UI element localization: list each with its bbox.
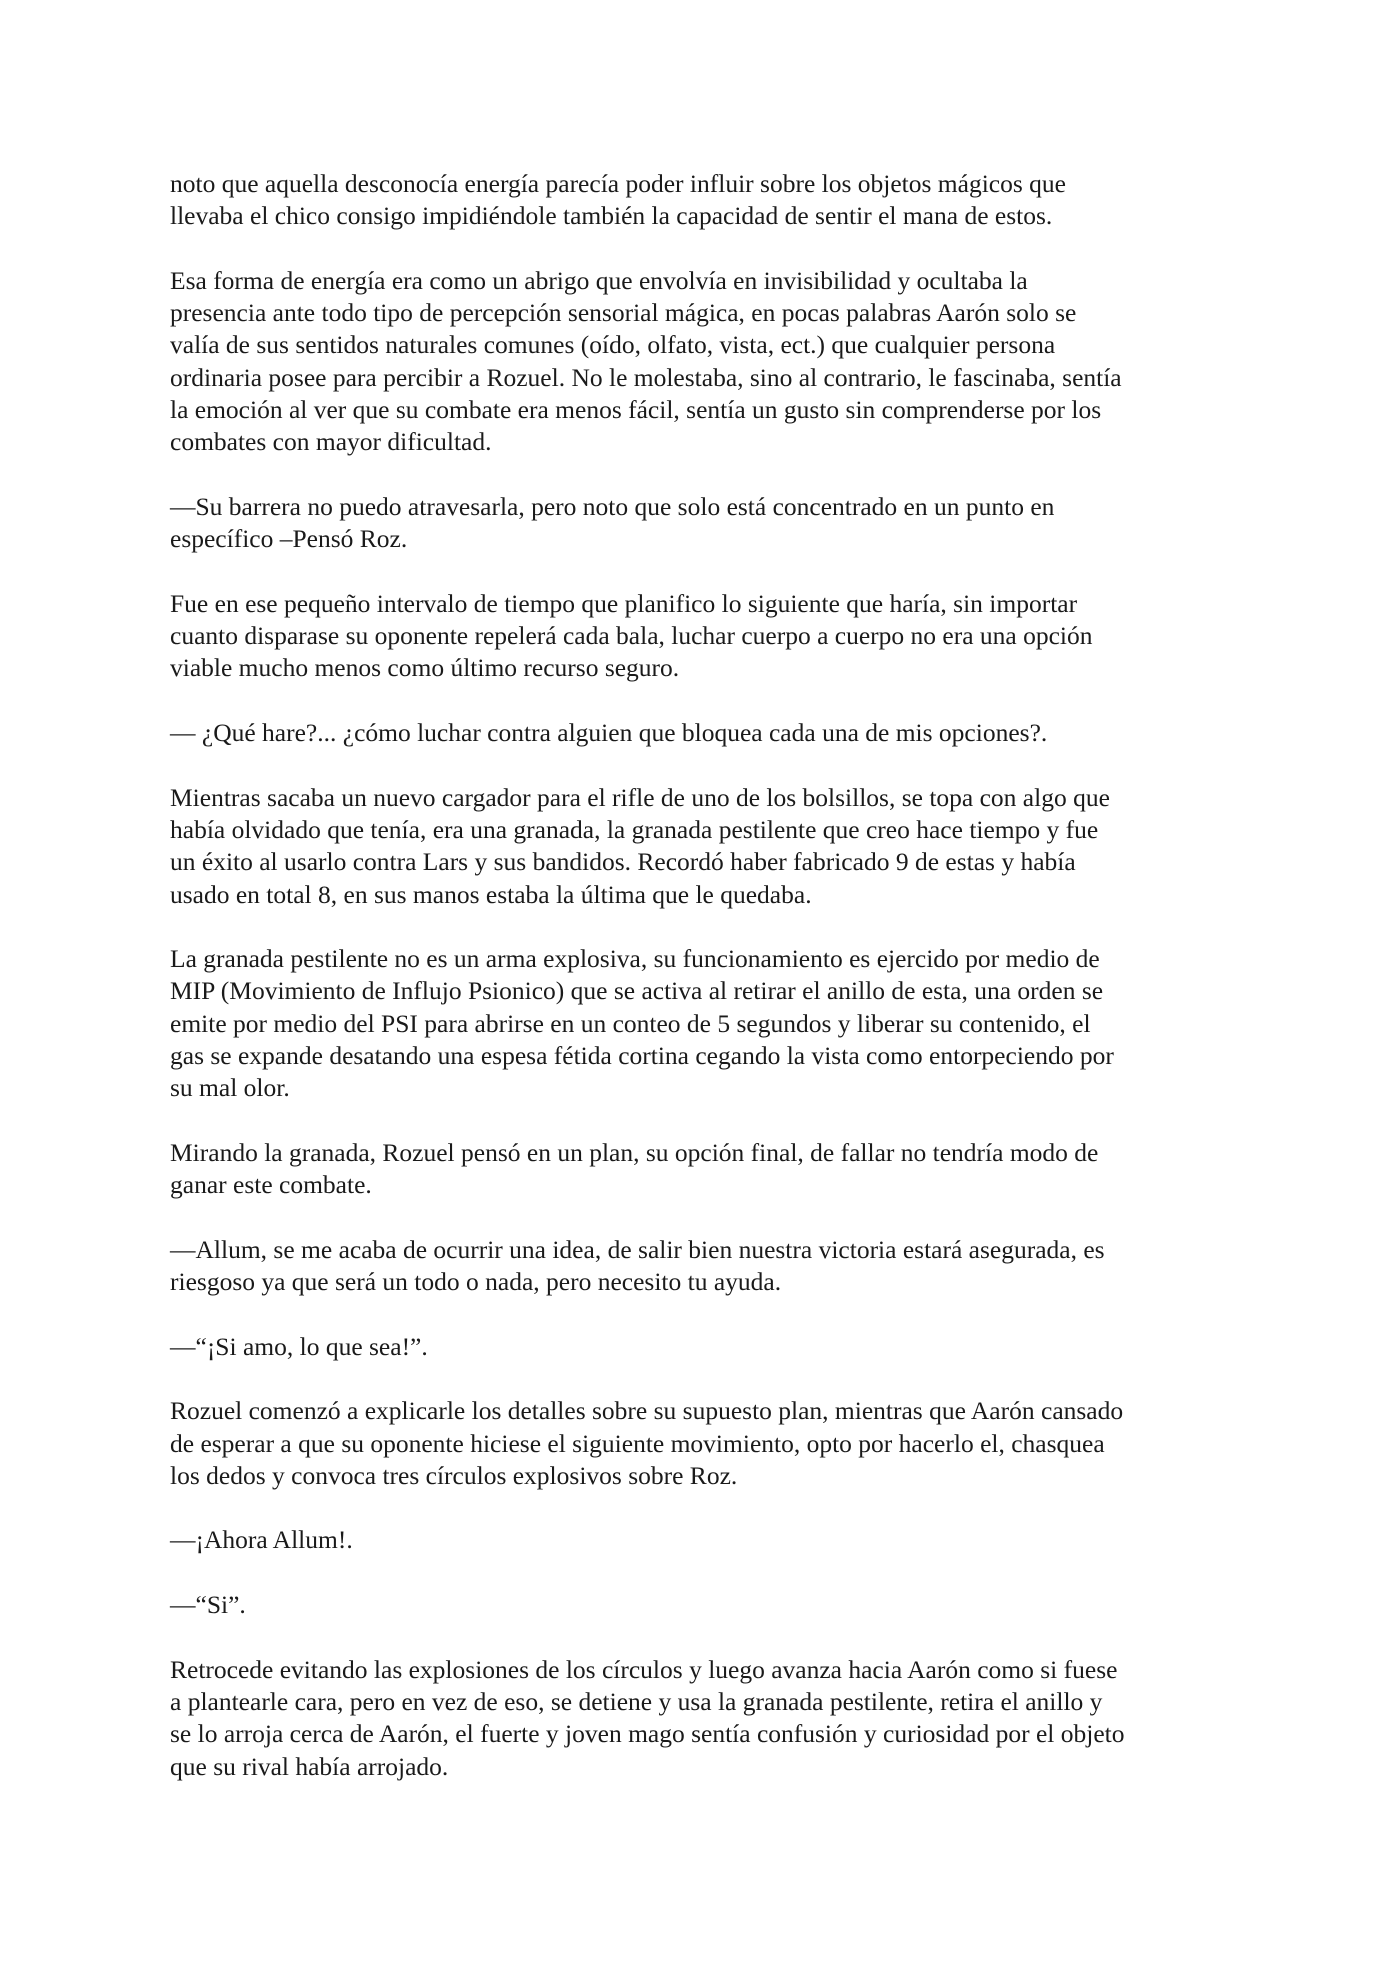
dialogue-paragraph: —Allum, se me acaba de ocurrir una idea, de salir bien nuestra victoria estará asegurada, es riesgoso ya que será un todo o nada, pero necesito tu ayuda. (170, 1234, 1105, 1297)
paragraph: Esa forma de energía era como un abrigo que envolvía en invisibilidad y ocultaba la presencia ante todo tipo de percepción sensorial mágica, en pocas palabras Aarón solo se valía de sus sentidos naturales comunes (oído, olfato, vista, ect.) que cualquier persona ordinaria posee para percibir a Rozuel. No le molestaba, sino al contrario, le fascinaba, sentía la emoción al ver que su combate era menos fácil, sentía un gusto sin comprenderse por los combates con mayor dificultad. (170, 265, 1122, 457)
paragraph: noto que aquella desconocía energía parecía poder influir sobre los objetos mágicos que llevaba el chico consigo impidiéndole también la capacidad de sentir el mana de estos. (170, 169, 1066, 231)
paragraph: Mirando la granada, Rozuel pensó en un plan, su opción final, de fallar no tendría modo de ganar este combate. (170, 1137, 1099, 1200)
dialogue-paragraph: — ¿Qué hare?... ¿cómo luchar contra alguien que bloquea cada una de mis opciones?. (170, 718, 1048, 748)
paragraph: Rozuel comenzó a explicarle los detalles sobre su supuesto plan, mientras que Aarón cansado de esperar a que su oponente hiciese el siguiente movimiento, opto por hacerlo el, chasquea los dedos y convoca tres círculos explosivos sobre Roz. (170, 1396, 1124, 1490)
dialogue-paragraph: —Su barrera no puedo atravesarla, pero noto que solo está concentrado en un punto en específico –Pensó Roz. (170, 491, 1055, 554)
dialogue-paragraph: —“Si”. (170, 1590, 246, 1620)
paragraph: Mientras sacaba un nuevo cargador para el rifle de uno de los bolsillos, se topa con algo que había olvidado que tenía, era una granada, la granada pestilente que creo hace tiempo y fue un éxito al usarlo contra Lars y sus bandidos. Recordó haber fabricado 9 de estas y había usado en total 8, en sus manos estaba la última que le quedaba. (170, 782, 1110, 909)
paragraph: La granada pestilente no es un arma explosiva, su funcionamiento es ejercido por medio de MIP (Movimiento de Influjo Psionico) que se activa al retirar el anillo de esta, una orden se emite por medio del PSI para abrirse en un conteo de 5 segundos y liberar su contenido, el gas se expande desatando una espesa fétida cortina cegando la vista como entorpeciendo por su mal olor. (170, 944, 1114, 1103)
paragraph: Retrocede evitando las explosiones de los círculos y luego avanza hacia Aarón como si fuese a plantearle cara, pero en vez de eso, se detiene y usa la granada pestilente, retira el anillo y se lo arroja cerca de Aarón, el fuerte y joven mago sentía confusión y curiosidad por el objeto que su rival había arrojado. (170, 1654, 1125, 1781)
paragraph: Fue en ese pequeño intervalo de tiempo que planifico lo siguiente que haría, sin importar cuanto disparase su oponente repelerá cada bala, luchar cuerpo a cuerpo no era una opción viable mucho menos como último recurso seguro. (170, 588, 1093, 683)
dialogue-paragraph: —¡Ahora Allum!. (170, 1525, 353, 1555)
document-body (170, 168, 1240, 1815)
dialogue-paragraph: —“¡Si amo, lo que sea!”. (170, 1331, 428, 1361)
